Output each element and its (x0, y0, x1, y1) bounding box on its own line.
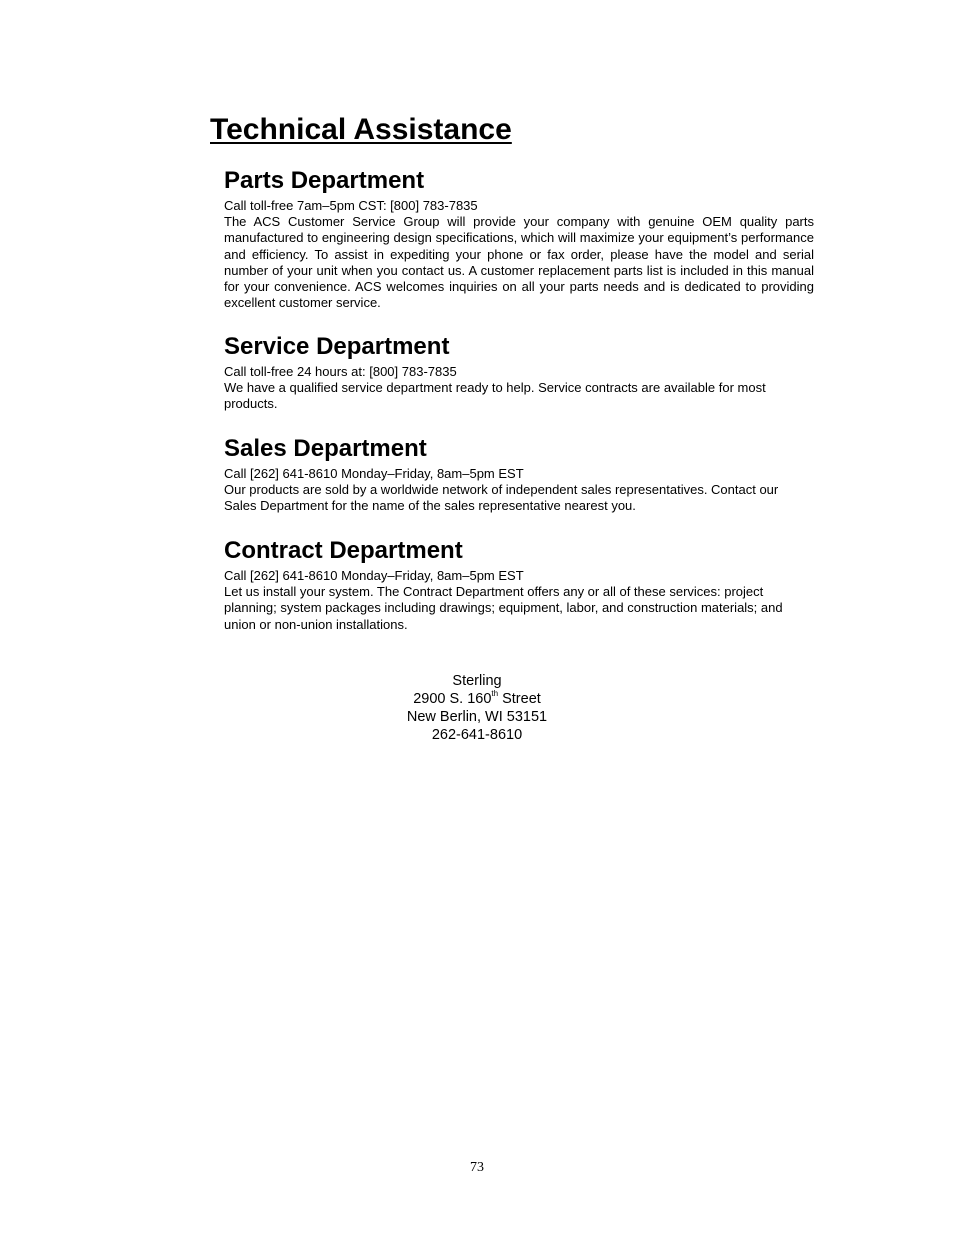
phone-number: 262-641-8610 (431, 727, 523, 743)
section-body: Let us install your system. The Contract Department offers any or all of these services: project planning; system packages including drawings; equipment, labor, and construction materials; and union or non-union installations. (224, 584, 783, 632)
section-heading: Parts Department (224, 167, 425, 194)
section-body: Our products are sold by a worldwide network of independent sales representatives. Contact our Sales Department for the name of the sales representative nearest you. (224, 482, 779, 514)
section-contact: Call toll-free 7am–5pm CST: [800] 783-7835 (224, 198, 478, 213)
street-name: Street (502, 691, 541, 707)
section-heading: Sales Department (224, 435, 427, 462)
section-body: We have a qualified service department ready to help. Service contracts are available for most products. (224, 380, 766, 412)
page-number: 73 (470, 1160, 484, 1175)
parts-department-section (224, 166, 814, 311)
section-heading: Contract Department (224, 537, 463, 564)
section-contact: Call toll-free 24 hours at: [800] 783-7835 (224, 364, 457, 379)
ordinal-suffix: th (491, 689, 499, 698)
street-number: 2900 S. 160 (413, 691, 492, 707)
section-contact: Call [262] 641-8610 Monday–Friday, 8am–5pm EST (224, 466, 524, 481)
city-state-zip: New Berlin, WI 53151 (406, 709, 548, 725)
service-department-section (224, 332, 814, 413)
company-name: Sterling (452, 673, 502, 689)
section-heading: Service Department (224, 333, 450, 360)
street-address (327, 690, 627, 708)
company-address (327, 672, 627, 744)
sales-department-section (224, 434, 814, 515)
section-body: The ACS Customer Service Group will provide your company with genuine OEM quality parts manufactured to engineering design specifications, which will maximize your equipment’s performance and efficiency. To assist in expediting your phone or fax order, please have the model and serial number of your unit when you contact us. A customer replacement parts list is included in this manual for your convenience. ACS welcomes inquiries on all your parts needs and is dedicated to providing excellent customer service. (224, 214, 814, 311)
contract-department-section (224, 536, 814, 633)
page-title: Technical Assistance (210, 113, 512, 146)
section-contact: Call [262] 641-8610 Monday–Friday, 8am–5pm EST (224, 568, 524, 583)
